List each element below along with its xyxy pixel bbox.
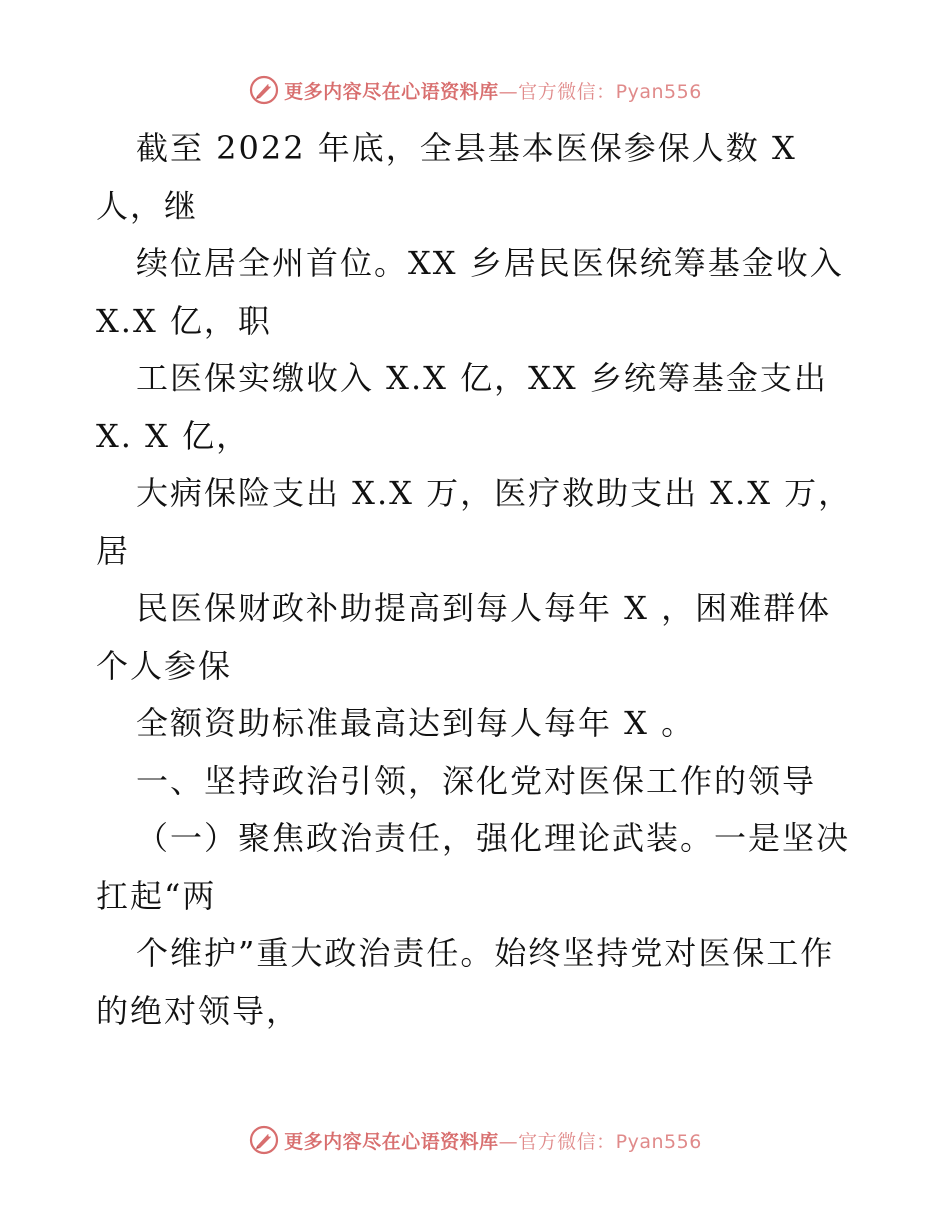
banner-main-text: 更多内容尽在心语资料库 [284, 1130, 499, 1153]
text-line: X. X 亿， [96, 416, 251, 455]
text-line: 居 [96, 531, 131, 570]
text-line: （一）聚焦政治责任，强化理论武装。一是坚决 [136, 819, 851, 857]
text-line: 个人参保 [96, 646, 233, 685]
banner-dash: — [498, 1130, 519, 1153]
text-line: 个维护”重大政治责任。始终坚持党对医保工作 [136, 934, 835, 972]
banner-main-text: 更多内容尽在心语资料库 [284, 80, 499, 103]
banner-dash: — [498, 80, 519, 103]
document-body [96, 120, 896, 1040]
footer-banner [0, 1120, 950, 1160]
banner-text [284, 77, 702, 104]
pen-logo-icon [248, 1124, 280, 1156]
text-line: 人，继 [96, 186, 199, 225]
text-line: 民医保财政补助提高到每人每年 X ，困难群体 [136, 589, 832, 627]
text-line: 工医保实缴收入 X.X 亿，XX 乡统筹基金支出 [136, 359, 828, 397]
text-line: 大病保险支出 X.X 万，医疗救助支出 X.X 万， [136, 474, 853, 512]
banner-text [284, 1127, 702, 1154]
text-line: 续位居全州首位。XX 乡居民医保统筹基金收入 [136, 244, 844, 282]
banner-sub-text: 官方微信：Pyan556 [518, 80, 702, 103]
text-line: 全额资助标准最高达到每人每年 X 。 [136, 704, 696, 742]
text-line: 截至 2022 年底，全县基本医保参保人数 X [136, 129, 797, 167]
pen-logo-icon [248, 74, 280, 106]
header-banner [0, 70, 950, 110]
text-line: X.X 亿，职 [96, 301, 272, 340]
section-heading: 一、坚持政治引领，深化党对医保工作的领导 [136, 761, 817, 800]
text-line: 扛起“两 [96, 876, 217, 915]
banner-sub-text: 官方微信：Pyan556 [518, 1130, 702, 1153]
text-line: 的绝对领导， [96, 991, 301, 1030]
